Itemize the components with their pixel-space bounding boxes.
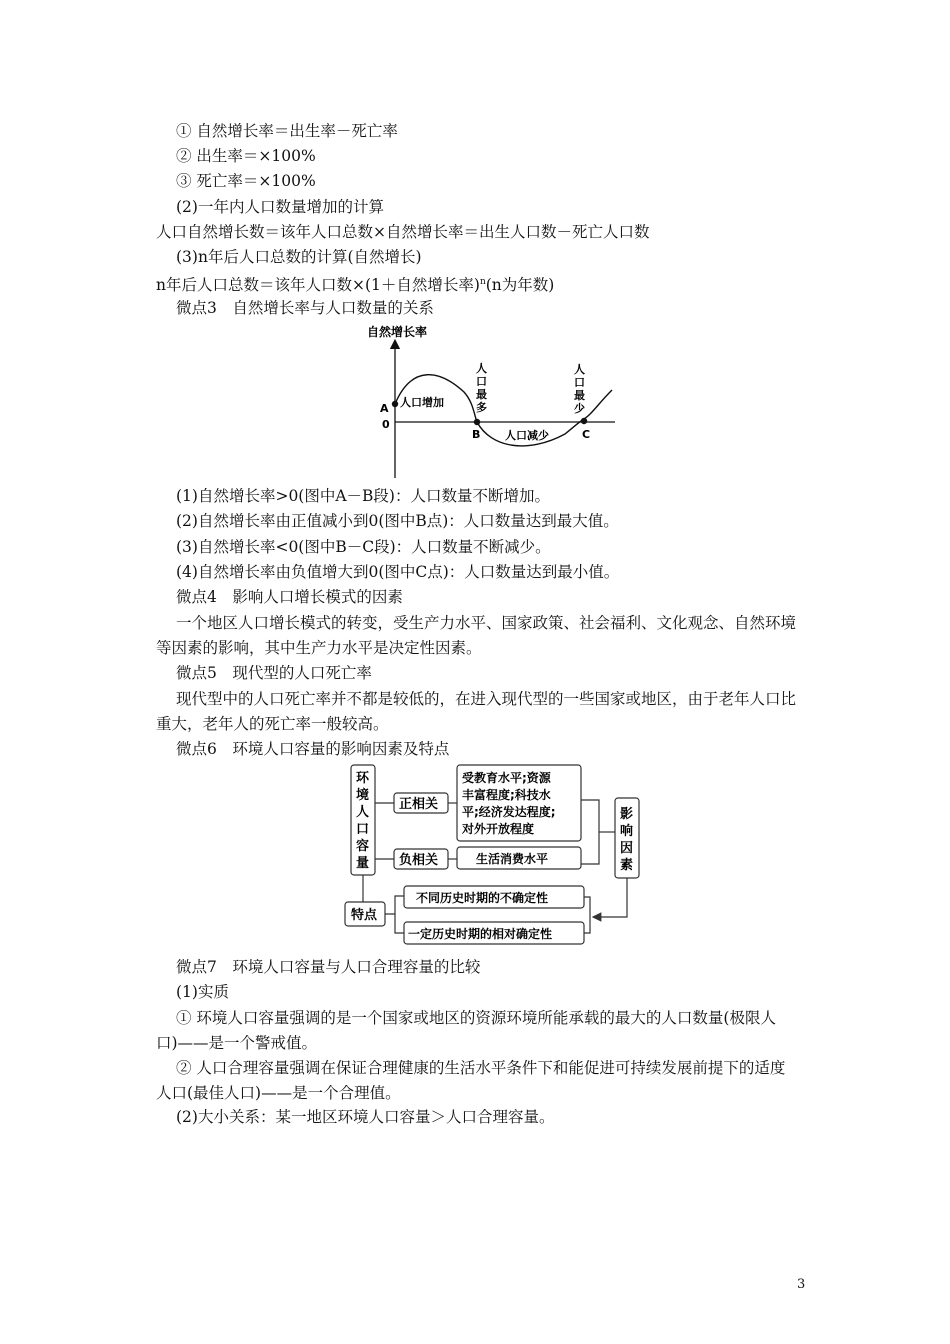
negative-factor-label: 生活消费水平 <box>476 852 549 866</box>
point-c-dot <box>581 418 587 424</box>
point-b-label: B <box>472 428 481 441</box>
formula-natural-growth: ① 自然增长率＝出生率－死亡率 <box>176 122 398 140</box>
point-c-label: C <box>582 428 591 441</box>
heading-point-5: 微点5 现代型的人口死亡率 <box>176 664 372 682</box>
point-a-label: A <box>380 402 389 415</box>
main-char-2: 境 <box>356 788 370 803</box>
main-char-1: 环 <box>356 771 370 786</box>
formula-death-rate: ③ 死亡率＝×100% <box>176 172 316 190</box>
influence-char-1: 影 <box>620 807 634 822</box>
influence-char-4: 素 <box>620 858 634 873</box>
max-label-1: 人 <box>476 362 487 375</box>
max-label-4: 多 <box>476 401 487 414</box>
feature-1-label: 不同历史时期的不确定性 <box>416 891 549 905</box>
text-capacity-limit: ① 环境人口容量强调的是一个国家或地区的资源环境所能承载的最大的人口数量(极限人口)——是一个警戒值。 <box>156 1009 776 1052</box>
formula-birth-rate: ② 出生率＝×100% <box>176 147 316 165</box>
section-n-years: (3)n年后人口总数的计算(自然增长) <box>176 248 422 266</box>
heading-point-3: 微点3 自然增长率与人口数量的关系 <box>176 299 434 317</box>
y-axis-label: 自然增长率 <box>367 325 428 339</box>
para-point-c: (4)自然增长率由负值增大到0(图中C点)：人口数量达到最小值。 <box>176 563 620 581</box>
para-segment-ab: (1)自然增长率>0(图中A－B段)：人口数量不断增加。 <box>176 487 550 505</box>
max-label-2: 口 <box>476 375 487 388</box>
feature-2-label: 一定历史时期的相对确定性 <box>408 927 553 941</box>
negative-label: 负相关 <box>399 853 439 868</box>
decrease-label: 人口减少 <box>505 429 549 442</box>
formula-n-years-main: n年后人口总数＝该年人口数×(1＋自然增长率) <box>156 276 480 294</box>
text-point-4: 一个地区人口增长模式的转变，受生产力水平、国家政策、社会福利、文化观念、自然环境等因素的影响，其中生产力水平是决定性因素。 <box>156 614 797 657</box>
positive-factor-line-2: 丰富程度;科技水 <box>462 788 551 802</box>
positive-factor-line-1: 受教育水平;资源 <box>462 771 551 785</box>
formula-yearly-increase: 人口自然增长数＝该年人口总数×自然增长率＝出生人口数－死亡人口数 <box>156 223 650 241</box>
main-char-3: 人 <box>356 805 370 820</box>
point-a-dot <box>392 401 398 407</box>
text-point-5: 现代型中的人口死亡率并不都是较低的，在进入现代型的一些国家或地区，由于老年人口比重大，老年人的死亡率一般较高。 <box>156 690 797 733</box>
section-yearly-increase: (2)一年内人口数量增加的计算 <box>176 198 384 216</box>
page-number: 3 <box>797 1277 806 1292</box>
positive-factor-line-4: 对外开放程度 <box>462 822 535 836</box>
influence-char-2: 响 <box>620 824 634 839</box>
main-char-4: 口 <box>356 822 370 837</box>
main-char-5: 容 <box>356 839 370 854</box>
positive-label: 正相关 <box>399 797 439 812</box>
min-label-3: 最 <box>574 389 585 402</box>
min-label-4: 少 <box>574 402 585 415</box>
positive-factor-line-3: 平;经济发达程度; <box>462 805 556 819</box>
subheading-size-relation: (2)大小关系：某一地区环境人口容量＞人口合理容量。 <box>176 1108 555 1126</box>
origin-label: 0 <box>382 418 390 431</box>
para-segment-bc: (3)自然增长率<0(图中B－C段)：人口数量不断减少。 <box>176 538 551 556</box>
subheading-essence: (1)实质 <box>176 983 229 1001</box>
formula-n-years <box>156 271 554 296</box>
heading-point-7: 微点7 环境人口容量与人口合理容量的比较 <box>176 958 481 976</box>
influence-char-3: 因 <box>620 841 634 856</box>
max-label-3: 最 <box>476 388 487 401</box>
heading-point-6: 微点6 环境人口容量的影响因素及特点 <box>176 740 450 758</box>
min-label-1: 人 <box>574 363 585 376</box>
feature-label: 特点 <box>351 908 378 923</box>
formula-n-years-note: (n为年数) <box>485 276 555 294</box>
main-char-6: 量 <box>356 856 370 871</box>
min-label-2: 口 <box>574 376 585 389</box>
heading-point-4: 微点4 影响人口增长模式的因素 <box>176 588 403 606</box>
text-reasonable-capacity: ② 人口合理容量强调在保证合理健康的生活水平条件下和能促进可持续发展前提下的适度人口(最佳人口)——是一个合理值。 <box>156 1059 786 1102</box>
growth-rate-graph <box>360 322 620 482</box>
para-point-b: (2)自然增长率由正值减小到0(图中B点)：人口数量达到最大值。 <box>176 512 619 530</box>
capacity-diagram <box>340 762 670 950</box>
formula-n-years-exponent: n <box>479 277 486 287</box>
increase-label: 人口增加 <box>400 396 444 409</box>
point-b-dot <box>474 419 480 425</box>
